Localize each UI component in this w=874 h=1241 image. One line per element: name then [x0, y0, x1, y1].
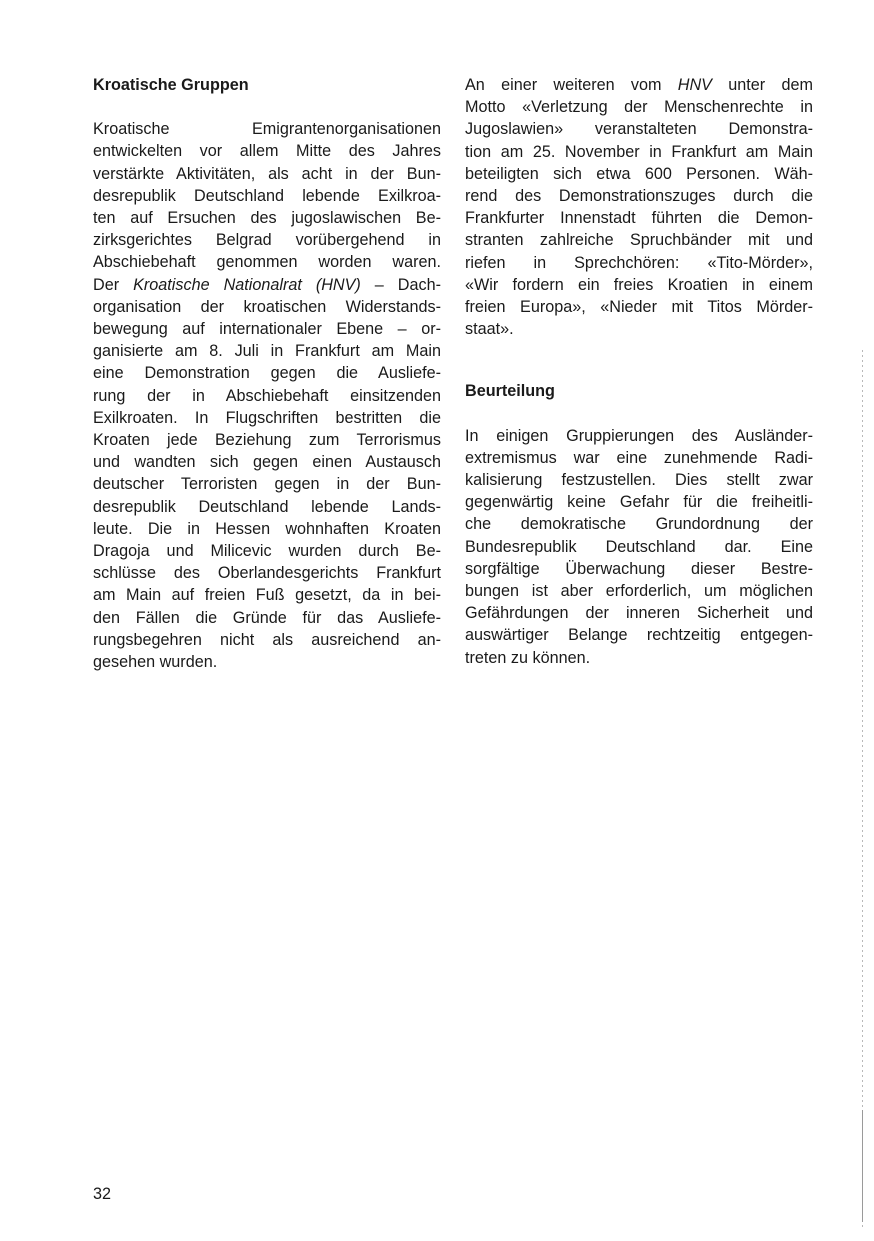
text-line: Kroatische Emigrantenorganisationen [93, 120, 441, 139]
text-line: tion am 25. November in Frankfurt am Main [465, 142, 813, 161]
text-line: zirksgerichtes Belgrad vorübergehend in [93, 231, 441, 250]
text-line: Exilkroaten. In Flugschriften bestritten die [93, 408, 441, 427]
text-line: freien Europa», «Nieder mit Titos Mörder- [465, 298, 813, 317]
organisation-abbrev-hnv: HNV [677, 76, 712, 94]
page-number: 32 [93, 1185, 112, 1203]
text-line: eine Demonstration gegen die Ausliefe- [93, 364, 441, 383]
text-line: Abschiebehaft genommen worden waren. [93, 253, 441, 272]
text-fragment: – Dach- [360, 275, 441, 294]
right-column [465, 74, 813, 669]
text-line: auswärtiger Belange rechtzeitig entgegen- [465, 626, 813, 645]
text-line: stranten zahlreiche Spruchbänder mit und [465, 231, 813, 250]
text-line: extremismus war eine zunehmende Radi- [465, 448, 813, 467]
text-line: rung der in Abschiebehaft einsitzenden [93, 386, 441, 405]
paragraph-kroatische-gruppen [93, 118, 441, 673]
text-line: che demokratische Grundordnung der [465, 515, 813, 534]
text-line: rungsbegehren nicht als ausreichend an- [93, 630, 441, 649]
text-line: verstärkte Aktivitäten, als acht in der Bun- [93, 164, 441, 183]
text-line: und wandten sich gegen einen Austausch [93, 453, 441, 472]
text-line: Gefährdungen der inneren Sicherheit und [465, 604, 813, 623]
text-line: entwickelten vor allem Mitte des Jahres [93, 142, 441, 161]
organisation-name-hnv: Kroatische Nationalrat (HNV) [133, 275, 361, 294]
text-line: «Wir fordern ein freies Kroatien in einem [465, 275, 813, 294]
text-line-mixed [465, 74, 813, 96]
text-line: organisation der kroatischen Widerstands- [93, 297, 441, 316]
scan-edge-dotted-line [862, 350, 863, 1230]
text-line: deutscher Terroristen gegen in der Bun- [93, 475, 441, 494]
text-line: leute. Die in Hessen wohnhaften Kroaten [93, 519, 441, 538]
section-heading-kroatische-gruppen: Kroatische Gruppen [93, 76, 249, 94]
text-line: Kroaten jede Beziehung zum Terrorismus [93, 431, 441, 450]
text-line: Frankfurter Innenstadt führten die Demon- [465, 209, 813, 228]
text-line: am Main auf freien Fuß gesetzt, da in bei- [93, 586, 441, 605]
text-line: bungen ist aber erforderlich, um möglichen [465, 582, 813, 601]
text-line: desrepublik Deutschland lebende Exilkroa- [93, 186, 441, 205]
text-line: staat». [465, 320, 514, 339]
scan-edge-line [862, 1110, 863, 1222]
text-line-mixed [93, 274, 441, 296]
text-line: ten auf Ersuchen des jugoslawischen Be- [93, 209, 441, 228]
text-line: den Fällen die Gründe für das Ausliefe- [93, 608, 441, 627]
text-fragment: unter dem [711, 76, 813, 94]
text-fragment: An einer weiteren vom [465, 76, 678, 94]
text-fragment: Der [93, 275, 134, 294]
text-line: sorgfältige Überwachung dieser Bestre- [465, 559, 813, 578]
text-line: Dragoja und Milicevic wurden durch Be- [93, 542, 441, 561]
text-line: gegenwärtig keine Gefahr für die freiheitli- [465, 493, 813, 512]
text-line: In einigen Gruppierungen des Ausländer- [465, 426, 813, 445]
text-line: riefen in Sprechchören: «Tito-Mörder», [465, 253, 813, 272]
text-line: Jugoslawien» veranstalteten Demonstra- [465, 120, 813, 139]
left-column [93, 74, 441, 673]
text-line: Motto «Verletzung der Menschenrechte in [465, 98, 813, 117]
text-line: ganisierte am 8. Juli in Frankfurt am Main [93, 342, 441, 361]
text-line: gesehen wurden. [93, 653, 218, 672]
text-line: treten zu können. [465, 648, 591, 667]
text-line: beteiligten sich etwa 600 Personen. Wäh- [465, 164, 813, 183]
text-line: rend des Demonstrationszuges durch die [465, 187, 813, 206]
paragraph-beurteilung [465, 425, 813, 669]
text-line: schlüsse des Oberlandesgerichts Frankfurt [93, 564, 441, 583]
section-heading-beurteilung: Beurteilung [465, 382, 555, 401]
text-line: bewegung auf internationaler Ebene – or- [93, 320, 441, 339]
text-line: desrepublik Deutschland lebende Lands- [93, 497, 441, 516]
paragraph-demonstration [465, 74, 813, 340]
text-line: Bundesrepublik Deutschland dar. Eine [465, 537, 813, 556]
text-line: kalisierung festzustellen. Dies stellt zwar [465, 471, 813, 490]
